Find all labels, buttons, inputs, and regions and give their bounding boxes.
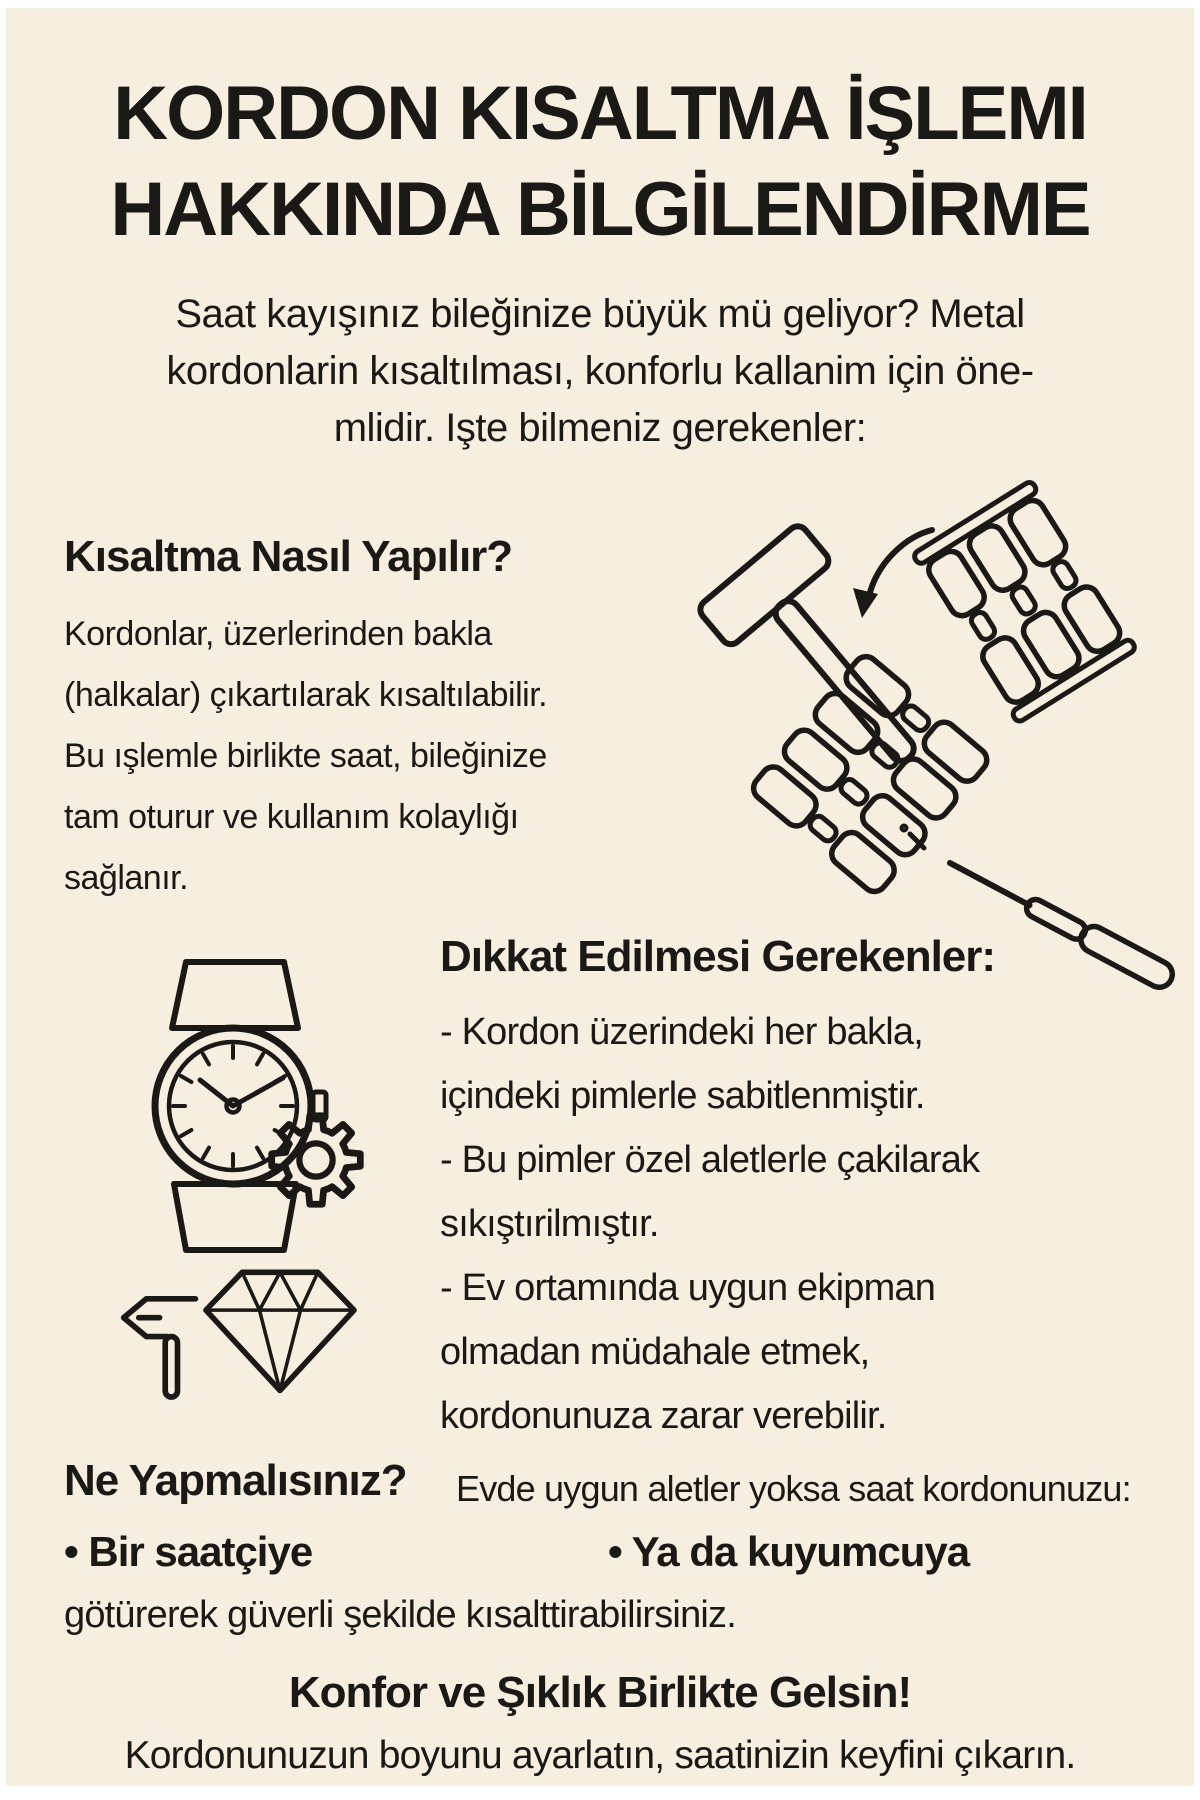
attention-heading: Dıkkat Edilmesi Gerekenler: [440, 932, 996, 981]
intro-line: Saat kayışınız bileğinize büyük mü geliyor? Metal [175, 292, 1025, 336]
action-intro: Evde uygun aletler yoksa saat kordonunuzu: [456, 1468, 1131, 1509]
gear-icon [264, 1108, 368, 1212]
pin-icon [902, 826, 925, 849]
howto-line: (halkalar) çıkartılarak kısaltılabilir. [64, 676, 548, 714]
howto-line: Bu ışlemle birlikte saat, bileğinize [64, 737, 547, 775]
intro-line: mlidir. Işte bilmeniz gerekenler: [333, 406, 867, 450]
title-line-2: HAKKINDA BİLGİLENDİRME [110, 167, 1090, 252]
poster-title [6, 66, 1194, 258]
action-outro: götürerek güverli şekilde kısalttirabilirsiniz. [64, 1594, 737, 1636]
howto-heading: Kısaltma Nasıl Yapılır? [64, 532, 513, 581]
intro-line: kordonlarin kısaltılması, konforlu kallanim için öne- [166, 349, 1034, 393]
intro-paragraph [6, 286, 1194, 457]
action-bullet-jeweler: • Ya da kuyumcuya [608, 1528, 970, 1575]
attention-line: - Bu pimler özel aletlerle çakilarak [440, 1139, 980, 1181]
footer-line: Kordonunuzun boyunu ayarlatın, saatinizin keyfini çıkarın. [124, 1734, 1076, 1777]
action-bullet-watchmaker: • Bir saatçiye [64, 1528, 313, 1575]
howto-paragraph [64, 604, 547, 909]
curved-arrow-icon [853, 530, 932, 618]
attention-line: olmadan müdahale etmek, [440, 1331, 870, 1373]
band-shortening-illustration [620, 438, 1180, 1018]
action-heading: Ne Yapmalısınız? [64, 1456, 407, 1505]
howto-line: Kordonlar, üzerlerinden bakla [64, 615, 492, 653]
watch-band-upper-icon [912, 480, 1136, 723]
poster-background [6, 8, 1194, 1786]
howto-line: sağlanır. [64, 859, 189, 897]
diamond-icon [201, 1266, 359, 1400]
attention-line: - Ev ortamında uygun ekipman [440, 1267, 936, 1309]
attention-line: sıkıştırilmıştır. [440, 1203, 659, 1245]
title-line-1: KORDON KISALTMA İŞLEMI [113, 71, 1087, 156]
howto-line: tam oturur ve kullanım kolaylığı [64, 798, 519, 836]
hand-icon [118, 1286, 203, 1406]
watch-hands [200, 1078, 283, 1106]
attention-list [440, 1000, 979, 1448]
attention-line: içindeki pimlerle sabitlenmiştir. [440, 1075, 925, 1117]
attention-line: kordonunuza zarar verebilir. [440, 1395, 887, 1437]
footer-heading: Konfor ve Şıklık Birlikte Gelsin! [288, 1668, 912, 1717]
attention-line: - Kordon üzerindeki her bakla, [440, 1011, 923, 1053]
